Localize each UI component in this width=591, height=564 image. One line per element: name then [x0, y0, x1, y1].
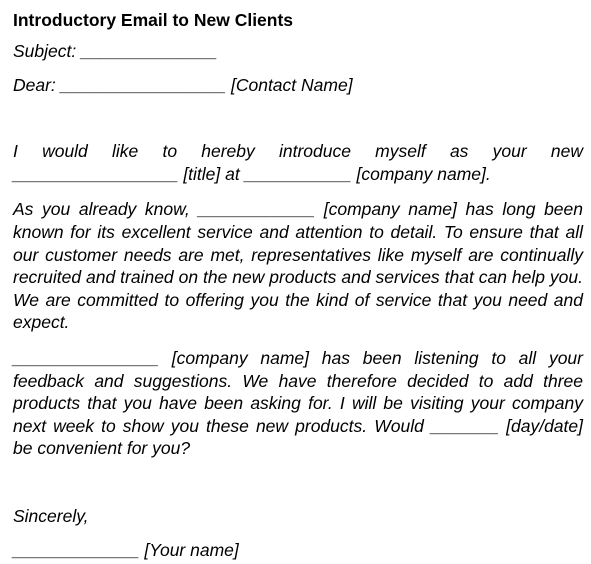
new-products-paragraph: _______________ [company name] has been listening to all your feedback and suggestions. We have therefore decided to add three products that you have been asking for. I will be visiting your company next week to show you these new products. Would _______ [day/date] be convenient for you?	[13, 347, 583, 459]
intro-paragraph-line-2: _________________ [title] at ___________ [company name].	[13, 163, 491, 184]
document-title: Introductory Email to New Clients	[13, 10, 294, 30]
intro-paragraph	[13, 140, 583, 185]
subject-line: Subject: ______________	[13, 41, 218, 61]
intro-paragraph-line-1: I would like to hereby introduce myself as your new	[13, 141, 583, 162]
salutation-line: Dear: _________________ [Contact Name]	[13, 74, 353, 95]
signature-line: _____________ [Your name]	[13, 539, 239, 560]
document-page	[13, 8, 583, 561]
closing-line: Sincerely,	[13, 505, 89, 526]
company-reputation-paragraph: As you already know, ____________ [company name] has long been known for its excellent service and attention to detail. To ensure that all our customer needs are met, representatives like myself are continually recruited and trained on the new products and services that can help you. We are committed to offering you the kind of service that you need and expect.	[13, 199, 583, 333]
